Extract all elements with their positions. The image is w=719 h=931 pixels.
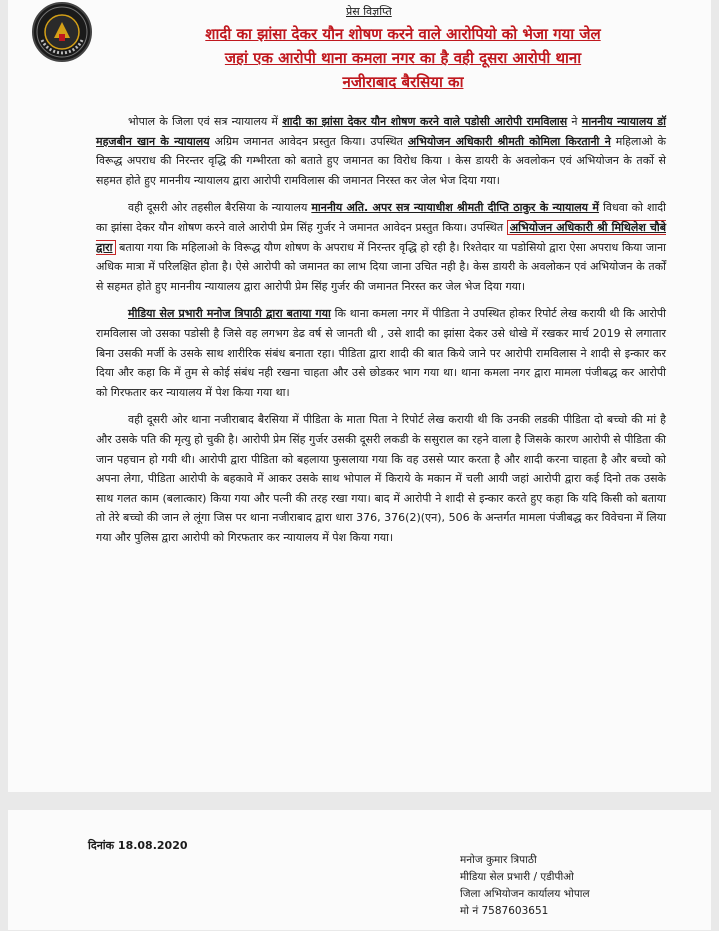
p1-text-7: महिलाओ के विरूद्ध अपराध की निरन्तर वृद्धि की गम्भीरता को बताते हुए जमानत का विरोध किया । केस डायरी के अवलोकन एवं अभियोजन के तर्को से सहमत होते हुए माननीय न्यायालय द्वारा आरोपी रामविलास की जमानत निरस्त कर जेल भेज दिया गया।: [96, 134, 666, 187]
headline-line-1: शादी का झांसा देकर यौन शोषण करने वाले आरोपियो को भेजा गया जेल: [205, 25, 601, 43]
p2-prosecution-officer: अभियोजन अधिकारी श्री मिथिलेश चौबे द्वारा: [96, 220, 666, 254]
signature-designation: मीडिया सेल प्रभारी / एडीपीओ: [460, 871, 574, 883]
p1-text-3: ने: [567, 115, 582, 128]
p1-court-name: माननीय न्यायालय डॉ महजबीन खान के न्यायालय: [96, 115, 666, 148]
paragraph-2: [96, 198, 666, 296]
p3-text-2: कि थाना कमला नगर में पीडिता ने उपस्थित होकर रिपोर्ट लेख करायी थी कि आरोपी रामविलास जो उसका पडोसी है जिसे वह लगभग डेढ वर्ष से जानती थी , उसे शादी का झांसा देकर उसे धोखे में रखकर मार्च 2019 से लगातार बिना उसकी मर्जी के उसके साथ शारीरिक संबंध बनाता रहा। पीडिता द्वारा शादी की बात किये जाने पर आरोपी रामविलास ने शादी से इन्कार कर दिया और कहा कि में तुम से कोई संबंध नही रखना चाहता और उसे छोडकर भाग गया था। थाना कमला नगर द्वारा मामला पंजीबद्ध कर आरोपी को गिरफतार कर न्यायालय में पेश किया गया था।: [96, 307, 666, 399]
page-divider: [8, 792, 711, 810]
p2-text-5: बताया गया कि महिलाओ के विरूद्ध यौण शोषण के अपराध में निरन्तर वृद्धि हो रही है। रिश्तेदार या पडोसियो द्वारा ऐसा अपराध किया जाना अधिक मात्रा में परिलक्षित होता है। ऐसे आरोपी को जमानत का लाभ दिया जाना उचित नही है। केस डायरी के अवलोकन एवं अभियोजन के तर्कों से सहमत होते हुए माननीय न्यायालय द्वारा आरोपी प्रेम सिंह गुर्जर की जमानत निरस्त कर जेल भेज दिया गया।: [96, 240, 666, 293]
signature-block: [460, 852, 680, 920]
headline-line-2: जहां एक आरोपी थाना कमला नगर का है वही दूसरा आरोपी थाना: [224, 49, 582, 67]
public-prosecution-logo: [32, 2, 92, 62]
seal-icon: [34, 4, 90, 60]
headline: [118, 22, 688, 94]
press-release-label: प्रेस विज्ञप्ति: [346, 5, 392, 18]
p2-text-1: वही दूसरी ओर तहसील बैरसिया के न्यायालय: [128, 201, 312, 215]
signature-name: मनोज कुमार त्रिपाठी: [460, 854, 537, 866]
p1-text-5: अग्रिम जमानत आवेदन प्रस्तुत किया। उपस्थित: [209, 134, 408, 148]
p2-court-name: माननीय अति. अपर सत्र न्यायाधीश श्रीमती दीप्ति ठाकुर के न्यायालय में: [311, 201, 599, 215]
press-release-body: [96, 112, 666, 555]
p3-media-cell-incharge: मीडिया सेल प्रभारी मनोज त्रिपाठी द्वारा बताया गया: [128, 307, 331, 321]
p1-text-1: भोपाल के जिला एवं सत्र न्यायालय में: [128, 115, 283, 128]
paragraph-3: [96, 304, 666, 402]
signature-office: जिला अभियोजन कार्यालय भोपाल: [460, 888, 590, 900]
signature-phone: मो नं 7587603651: [460, 905, 549, 917]
paragraph-1: [96, 112, 666, 190]
paragraph-4: वही दूसरी ओर थाना नजीराबाद बैरसिया में पीडिता के माता पिता ने रिपोर्ट लेख करायी थी कि उनकी लडकी पीडिता दो बच्चो की मां है और उसके पति की मृत्यु हो चुकी है। आरोपी प्रेम सिंह गुर्जर उसकी दूसरी लकडी के ससुराल का रहने वाला है जिसके कारण आरोपी से पीडिता की जान पहचान हो गयी थी। आरोपी द्वारा पीडिता को बहलाया फुसलाया गया कि वह उससे प्यार करता है और शादी करना चाहता है और बच्चो को अपना लेगा, पीडिता आरोपी के बहकावे में आकर उसके साथ भोपाल में किराये के मकान में चली आयी जहां आरोपी द्वारा कई दिनो तक उसके साथ गलत काम (बलात्कार) किया गया और पत्नी की तरह रखा गया। बाद में आरोपी ने शादी से इन्कार करते हुए कहा कि यदि किसी को बताया तो तेरे बच्चो की जान ले लूंगा जिस पर थाना नजीराबाद द्वारा धारा 376, 376(2)(एन), 506 के अन्तर्गत मामला पंजीबद्ध कर विवेचना में लिया गया और पुलिस द्वारा आरोपी को गिरफतार कर न्यायालय में पेश किया गया।: [96, 413, 666, 544]
press-release-page: [8, 0, 711, 930]
p1-prosecution-officer: अभियोजन अधिकारी श्रीमती कोमिला किरतानी ने: [407, 134, 611, 148]
headline-line-3: नजीराबाद बैरसिया का: [342, 73, 464, 91]
p2-text-3: विधवा को शादी का झांसा देकर यौन शोषण करने वाले आरोपी प्रेम सिंह गुर्जर ने जमानत आवेदन प्रस्तुत किया। उपस्थित: [96, 201, 666, 234]
release-date: दिनांक 18.08.2020: [88, 839, 188, 852]
p1-accused-ramvilas: शादी का झांसा देकर यौन शोषण करने वाले पडोसी आरोपी रामविलास: [282, 115, 568, 128]
